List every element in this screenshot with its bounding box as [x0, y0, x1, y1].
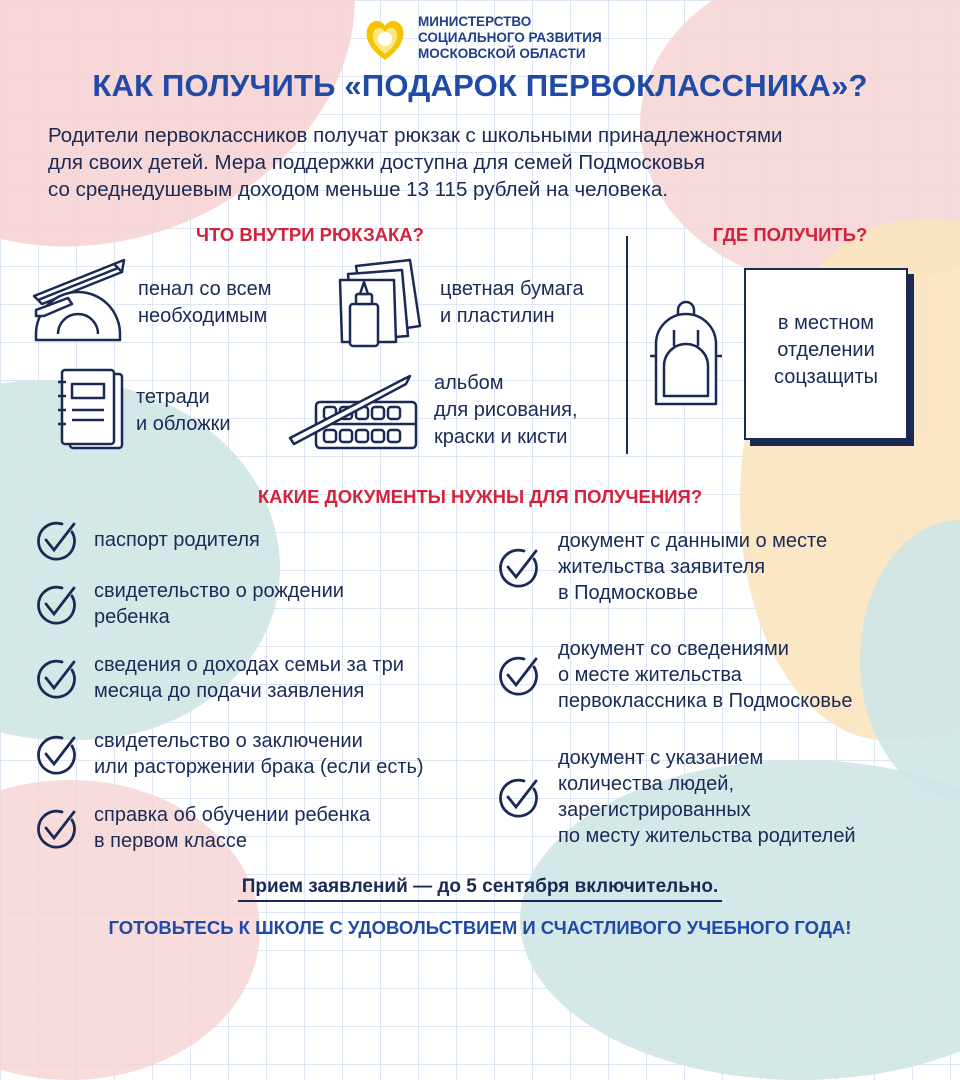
document-line: в первом классе [94, 830, 247, 852]
document-line: свидетельство о рождении [94, 580, 344, 602]
document-item [34, 518, 260, 562]
document-line: зарегистрированных [558, 799, 751, 821]
inside-item [434, 370, 578, 451]
document-item [34, 728, 424, 780]
closing-message: ГОТОВЬТЕСЬ К ШКОЛЕ С УДОВОЛЬСТВИЕМ И СЧАСТЛИВОГО УЧЕБНОГО ГОДА! [108, 917, 852, 938]
where-text [744, 310, 908, 391]
document-item [496, 745, 856, 849]
document-line: паспорт родителя [94, 529, 260, 551]
where-line: отделении [777, 339, 875, 361]
document-item [496, 636, 853, 714]
inside-item-line: необходимым [138, 305, 268, 327]
ministry-line: СОЦИАЛЬНОГО РАЗВИТИЯ [418, 30, 602, 45]
pencil-ruler-icon [28, 258, 128, 348]
check-circle-icon [496, 545, 540, 589]
inside-item-line: тетради [136, 386, 210, 408]
backpack-icon [648, 296, 724, 412]
document-item [496, 528, 827, 606]
inside-item [136, 384, 231, 438]
document-line: жительства заявителя [558, 556, 766, 578]
document-item [34, 652, 404, 704]
document-line: сведения о доходах семьи за три [94, 654, 404, 676]
document-line: документ с данными о месте [558, 530, 828, 552]
deadline-note [0, 876, 960, 898]
inside-item-line: и обложки [136, 413, 231, 435]
document-line: месяца до подачи заявления [94, 680, 365, 702]
deadline-text: Прием заявлений — до 5 сентября включительно. [238, 876, 723, 902]
check-circle-icon [34, 656, 78, 700]
inside-item-line: пенал со всем [138, 278, 272, 300]
document-line: ребенка [94, 606, 170, 628]
where-heading: ГДЕ ПОЛУЧИТЬ? [712, 224, 868, 245]
paper-glue-icon [336, 256, 424, 352]
document-line: количества людей, [558, 773, 735, 795]
intro-line: со среднедушевым доходом меньше 13 115 рублей на человека. [48, 178, 669, 201]
section-divider [626, 236, 628, 454]
ministry-line: МОСКОВСКОЙ ОБЛАСТИ [418, 46, 586, 61]
documents-heading: КАКИЕ ДОКУМЕНТЫ НУЖНЫ ДЛЯ ПОЛУЧЕНИЯ? [257, 486, 703, 507]
check-circle-icon [34, 732, 78, 776]
check-circle-icon [496, 653, 540, 697]
page-title: КАК ПОЛУЧИТЬ «ПОДАРОК ПЕРВОКЛАССНИКА»? [92, 68, 868, 103]
inside-item-line: альбом [434, 372, 504, 394]
ministry-logo-icon [360, 14, 410, 64]
inside-item [138, 276, 272, 330]
where-line: в местном [777, 312, 875, 334]
check-circle-icon [34, 518, 78, 562]
intro-line: для своих детей. Мера поддержки доступна для семей Подмосковья [48, 151, 706, 174]
check-circle-icon [496, 775, 540, 819]
inside-item-line: и пластилин [440, 305, 555, 327]
ministry-line: МИНИСТЕРСТВО [418, 14, 532, 29]
ministry-name [418, 14, 602, 62]
paint-palette-icon [286, 372, 420, 452]
document-line: или расторжении брака (если есть) [94, 756, 424, 778]
inside-item-line: цветная бумага [440, 278, 584, 300]
document-item [34, 578, 344, 630]
inside-item-line: для рисования, [434, 399, 578, 421]
inside-item [440, 276, 584, 330]
intro-text [48, 122, 928, 203]
document-line: первоклассника в Подмосковье [558, 690, 853, 712]
document-line: в Подмосковье [558, 582, 699, 604]
check-circle-icon [34, 582, 78, 626]
document-line: о месте жительства [558, 664, 742, 686]
notebook-icon [56, 366, 126, 452]
document-line: справка об обучении ребенка [94, 804, 371, 826]
intro-line: Родители первоклассников получат рюкзак с школьными принадлежностями [48, 124, 783, 147]
document-item [34, 802, 370, 854]
document-line: по месту жительства родителей [558, 825, 856, 847]
document-line: документ с указанием [558, 747, 764, 769]
inside-item-line: краски и кисти [434, 426, 568, 448]
document-line: документ со сведениями [558, 638, 789, 660]
check-circle-icon [34, 806, 78, 850]
where-line: соцзащиты [773, 366, 879, 388]
inside-heading: ЧТО ВНУТРИ РЮКЗАКА? [196, 224, 424, 245]
document-line: свидетельство о заключении [94, 730, 363, 752]
